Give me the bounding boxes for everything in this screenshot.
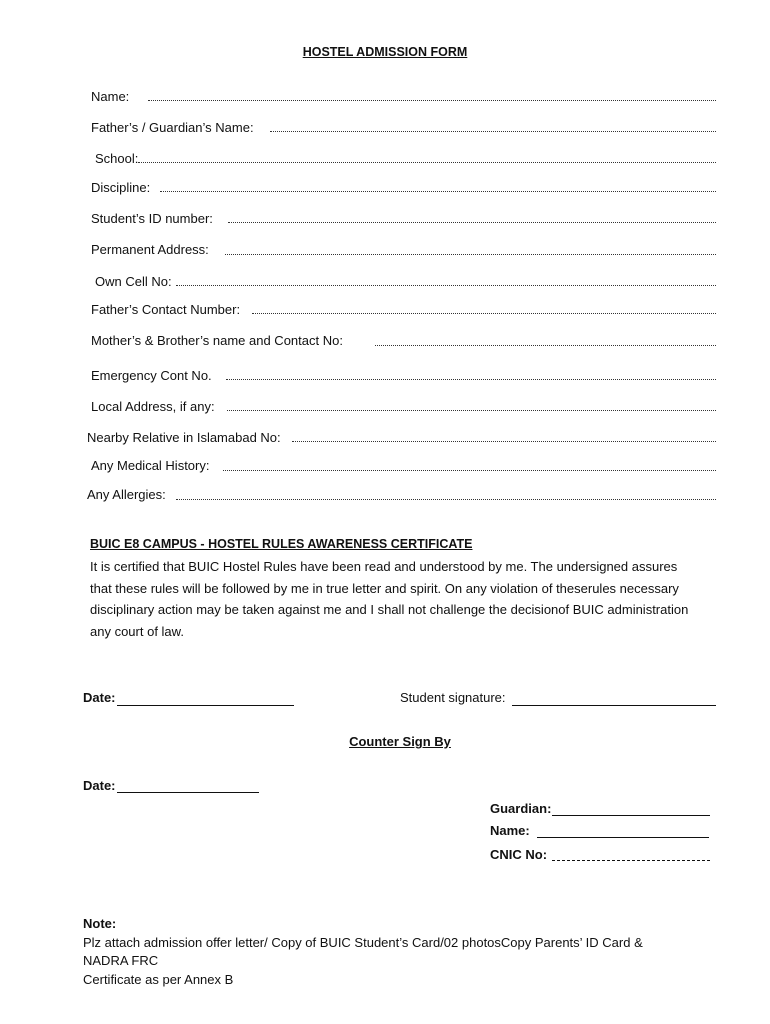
allergies-field[interactable] bbox=[176, 499, 716, 500]
note-heading: Note: bbox=[83, 916, 117, 931]
nearby-relative-field[interactable] bbox=[292, 441, 716, 442]
permanent-address-label: Permanent Address: bbox=[91, 242, 209, 257]
father-contact-label: Father’s Contact Number: bbox=[91, 302, 241, 317]
medical-history-label: Any Medical History: bbox=[91, 458, 210, 473]
local-address-label: Local Address, if any: bbox=[91, 399, 215, 414]
certificate-line: any court of law. bbox=[90, 623, 184, 639]
certificate-heading: BUIC E8 CAMPUS - HOSTEL RULES AWARENESS CERTIFICATE bbox=[90, 537, 473, 551]
discipline-field[interactable] bbox=[160, 191, 716, 192]
note-line: Certificate as per Annex B bbox=[83, 971, 234, 987]
father-guardian-name-field[interactable] bbox=[270, 131, 716, 132]
note-line: NADRA FRC bbox=[83, 953, 159, 968]
page-title: HOSTEL ADMISSION FORM bbox=[302, 45, 468, 59]
own-cell-label: Own Cell No: bbox=[95, 274, 172, 289]
name-label: Name: bbox=[91, 89, 130, 104]
father-contact-field[interactable] bbox=[252, 313, 716, 314]
certificate-line: It is certified that BUIC Hostel Rules have been read and understood by me. The undersigned assures bbox=[90, 559, 678, 574]
father-guardian-name-label: Father’s / Guardian’s Name: bbox=[91, 120, 254, 135]
permanent-address-field[interactable] bbox=[225, 254, 716, 255]
local-address-field[interactable] bbox=[227, 410, 716, 411]
guardian-name-label: Name: bbox=[490, 823, 530, 838]
note-section bbox=[83, 915, 643, 989]
cnic-field[interactable] bbox=[552, 860, 710, 861]
emergency-contact-label: Emergency Cont No. bbox=[91, 368, 212, 383]
guardian-field[interactable] bbox=[552, 815, 710, 816]
own-cell-field[interactable] bbox=[176, 285, 716, 286]
name-field[interactable] bbox=[148, 100, 716, 101]
nearby-relative-label: Nearby Relative in Islamabad No: bbox=[87, 430, 281, 445]
student-id-label: Student’s ID number: bbox=[91, 211, 213, 226]
cnic-label: CNIC No: bbox=[490, 847, 548, 862]
discipline-label: Discipline: bbox=[91, 180, 151, 195]
emergency-contact-field[interactable] bbox=[226, 379, 716, 380]
allergies-label: Any Allergies: bbox=[87, 487, 166, 502]
student-signature-field[interactable] bbox=[512, 705, 716, 706]
student-id-field[interactable] bbox=[228, 222, 716, 223]
date2-label: Date: bbox=[83, 778, 116, 793]
school-label: School: bbox=[95, 151, 139, 166]
note-line: Plz attach admission offer letter/ Copy of BUIC Student’s Card/02 photosCopy Parents’ ID Card & bbox=[83, 934, 643, 950]
date-field[interactable] bbox=[117, 705, 294, 706]
guardian-label: Guardian: bbox=[490, 801, 552, 816]
counter-sign-heading: Counter Sign By bbox=[349, 734, 451, 749]
school-field[interactable] bbox=[138, 162, 716, 163]
guardian-name-field[interactable] bbox=[537, 837, 709, 838]
date2-field[interactable] bbox=[117, 792, 259, 793]
certificate-line: that these rules will be followed by me in true letter and spirit. On any violation of theserules necessary bbox=[90, 580, 679, 596]
certificate-line: disciplinary action may be taken against me and I shall not challenge the decisionof BUIC administration bbox=[90, 602, 689, 617]
medical-history-field[interactable] bbox=[223, 470, 716, 471]
mother-brother-contact-label: Mother’s & Brother’s name and Contact No: bbox=[91, 333, 343, 348]
date-label: Date: bbox=[83, 690, 116, 705]
mother-brother-contact-field[interactable] bbox=[375, 345, 716, 346]
student-signature-label: Student signature: bbox=[400, 690, 506, 705]
certificate-body bbox=[90, 556, 720, 642]
